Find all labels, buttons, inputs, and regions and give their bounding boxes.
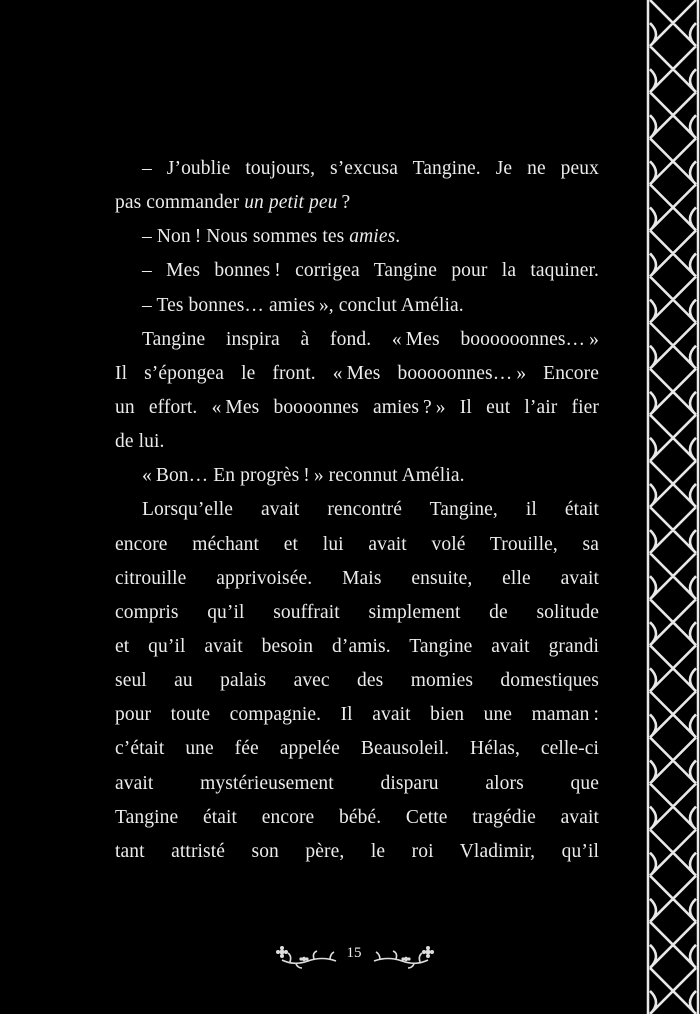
text-line xyxy=(115,220,599,254)
text-line xyxy=(115,357,599,391)
floral-ornament-right-icon xyxy=(370,944,436,970)
text-segment: – Tes bonnes… amies », conclut Amélia. xyxy=(142,294,464,316)
text-segment: un effort. « Mes boooonnes amies ? » Il eut l’air fier xyxy=(115,396,599,418)
text-segment: – Non ! Nous sommes tes xyxy=(142,226,350,248)
text-segment: « Bon… En progrès ! » reconnut Amélia. xyxy=(142,465,465,487)
text-segment: . xyxy=(395,226,401,248)
text-segment: de lui. xyxy=(115,431,165,453)
text-segment: tant attristé son père, le roi Vladimir, qu’il xyxy=(115,840,599,862)
text-line xyxy=(115,630,599,664)
text-segment: et qu’il avait besoin d’amis. Tangine avait grandi xyxy=(115,635,599,657)
text-segment: Il s’épongea le front. « Mes booooonnes… » Encore xyxy=(115,362,599,384)
text-line xyxy=(115,732,599,766)
text-line xyxy=(115,664,599,698)
text-line xyxy=(115,596,599,630)
text-segment: avait mystérieusement disparu alors que xyxy=(115,772,599,794)
text-segment: citrouille apprivoisée. Mais ensuite, elle avait xyxy=(115,567,599,589)
text-segment: c’était une fée appelée Beausoleil. Hélas, celle-ci xyxy=(115,738,599,760)
text-segment: – J’oublie toujours, s’excusa Tangine. Je ne peux xyxy=(142,158,599,179)
text-line xyxy=(115,835,599,869)
text-segment: Tangine inspira à fond. « Mes boooooonnes… » xyxy=(142,328,599,350)
border-pattern xyxy=(650,0,696,1014)
text-line xyxy=(115,562,599,596)
text-line xyxy=(115,767,599,801)
text-segment: encore méchant et lui avait volé Trouille, sa xyxy=(115,533,599,555)
text-segment: Tangine était encore bébé. Cette tragédie avait xyxy=(115,806,599,828)
text-line xyxy=(115,425,599,459)
decorative-border xyxy=(646,0,700,1014)
text-line xyxy=(115,698,599,732)
page-number: 15 xyxy=(346,945,362,961)
body-text xyxy=(115,152,599,869)
text-line xyxy=(115,323,599,357)
text-line xyxy=(115,801,599,835)
text-line xyxy=(115,254,599,288)
text-line xyxy=(115,186,599,220)
text-line xyxy=(115,493,599,527)
text-segment: ? xyxy=(337,192,351,214)
text-segment: Lorsqu’elle avait rencontré Tangine, il était xyxy=(142,499,599,521)
text-line xyxy=(115,391,599,425)
text-segment: pas commander xyxy=(115,192,245,214)
floral-ornament-left-icon xyxy=(274,944,340,970)
text-line xyxy=(115,528,599,562)
text-line xyxy=(115,289,599,323)
text-segment: compris qu’il souffrait simplement de solitude xyxy=(115,601,599,623)
text-line xyxy=(115,459,599,493)
italic-text: amies xyxy=(349,226,396,248)
italic-text: un petit peu xyxy=(244,192,338,214)
text-segment: pour toute compagnie. Il avait bien une maman : xyxy=(115,704,599,726)
text-segment: seul au palais avec des momies domestiques xyxy=(115,670,599,692)
text-line xyxy=(115,152,599,186)
text-segment: – Mes bonnes ! corrigea Tangine pour la taquiner. xyxy=(142,260,599,282)
